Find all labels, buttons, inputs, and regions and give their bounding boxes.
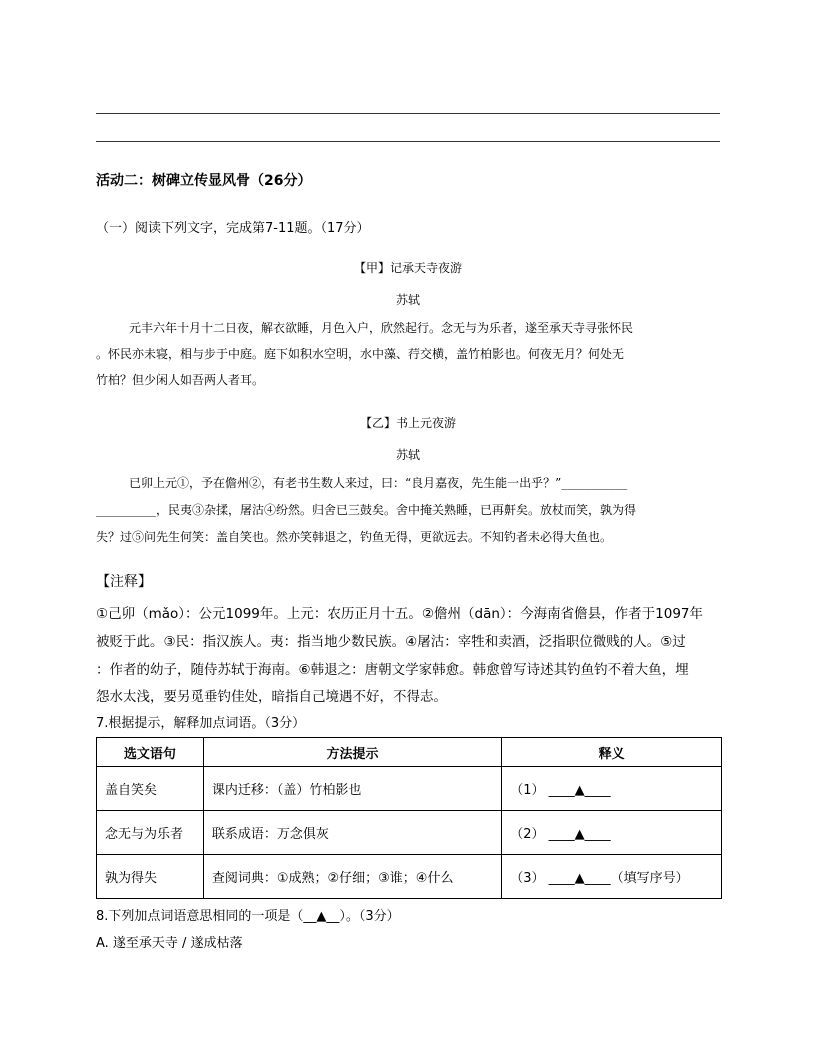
passage-yi-line: 失？过⑤问先生何笑：盖自笑也。然亦笑韩退之，钓鱼无得，更欲远去。不知钓者未必得大鱼也。 <box>96 530 613 544</box>
phrase-cell: 孰为得失 <box>97 855 204 899</box>
table-row <box>97 811 722 855</box>
table-row <box>97 855 722 899</box>
passage-yi-line: 已卯上元①，予在儋州②，有老书生数人来过，曰：“良月嘉夜，先生能一出乎？”___________ <box>129 476 628 490</box>
vocab-table <box>96 737 722 899</box>
answer-blank[interactable]: （2） ____▲____ <box>502 811 722 855</box>
answer-blank[interactable]: （1） ____▲____ <box>502 767 722 811</box>
header-phrase: 选文语句 <box>97 738 204 767</box>
notes-heading: 【注释】 <box>96 574 152 590</box>
passage-jia-line: 竹柏？但少闲人如吾两人者耳。 <box>96 373 265 387</box>
table-row <box>97 767 722 811</box>
note-line: 被贬于此。③民：指汉族人。夷：指当地少数民族。④屠沽：宰牲和卖酒，泛指职位微贱的人。⑤过 <box>96 634 686 650</box>
phrase-cell: 念无与为乐者 <box>97 811 204 855</box>
note-line: ①己卯（mǎo）：公元1099年。上元：农历正月十五。②儋州（dān）：今海南省儋县，作者于1097年 <box>96 606 703 622</box>
passage-jia-line: 。怀民亦未寝，相与步于中庭。庭下如积水空明，水中藻、荇交横，盖竹柏影也。何夜无月？何处无 <box>96 347 625 361</box>
passage-jia-line: 元丰六年十月十二日夜，解衣欲睡，月色入户，欣然起行。念无与为乐者，遂至承天寺寻张怀民 <box>129 321 634 335</box>
table-header-row <box>97 738 722 767</box>
passage-yi-author: 苏轼 <box>395 448 420 462</box>
section-intro: （一）阅读下列文字，完成第7-11题。（17分） <box>96 221 370 236</box>
q8-option-a: A. 遂至承天寺 / 遂成枯落 <box>96 936 243 951</box>
hint-cell: 查阅词典：①成熟；②仔细；③谁；④什么 <box>203 855 501 899</box>
passage-jia-author: 苏轼 <box>395 293 420 307</box>
passage-yi-title: 【乙】书上元夜游 <box>359 416 456 430</box>
passage-yi-line: __________，民夷③杂揉，屠沽④纷然。归舍已三鼓矣。舍中掩关熟睡，已再鼾矣。放杖而笑，孰为得 <box>96 503 637 517</box>
header-hint: 方法提示 <box>203 738 501 767</box>
note-line: ：作者的幼子，随侍苏轼于海南。⑥韩退之：唐朝文学家韩愈。韩愈曾写诗述其钓鱼钓不着大鱼，埋 <box>96 662 689 678</box>
phrase-cell: 盖自笑矣 <box>97 767 204 811</box>
top-rule-1 <box>96 113 720 114</box>
answer-blank[interactable]: （3） ____▲____（填写序号） <box>502 855 722 899</box>
passage-jia-title: 【甲】记承天寺夜游 <box>353 261 462 275</box>
hint-cell: 联系成语：万念俱灰 <box>203 811 501 855</box>
q7-prompt: 7.根据提示，解释加点词语。（3分） <box>96 716 306 731</box>
top-rule-2 <box>96 141 720 142</box>
q8-prompt: 8.下列加点词语意思相同的一项是（__▲__）。（3分） <box>96 909 400 924</box>
header-meaning: 释义 <box>502 738 722 767</box>
activity-heading: 活动二：树碑立传显风骨（26分） <box>96 173 312 189</box>
note-line: 怨水太浅，要另觅垂钓佳处，暗指自己境遇不好，不得志。 <box>96 689 447 705</box>
hint-cell: 课内迁移：（盖）竹柏影也 <box>203 767 501 811</box>
